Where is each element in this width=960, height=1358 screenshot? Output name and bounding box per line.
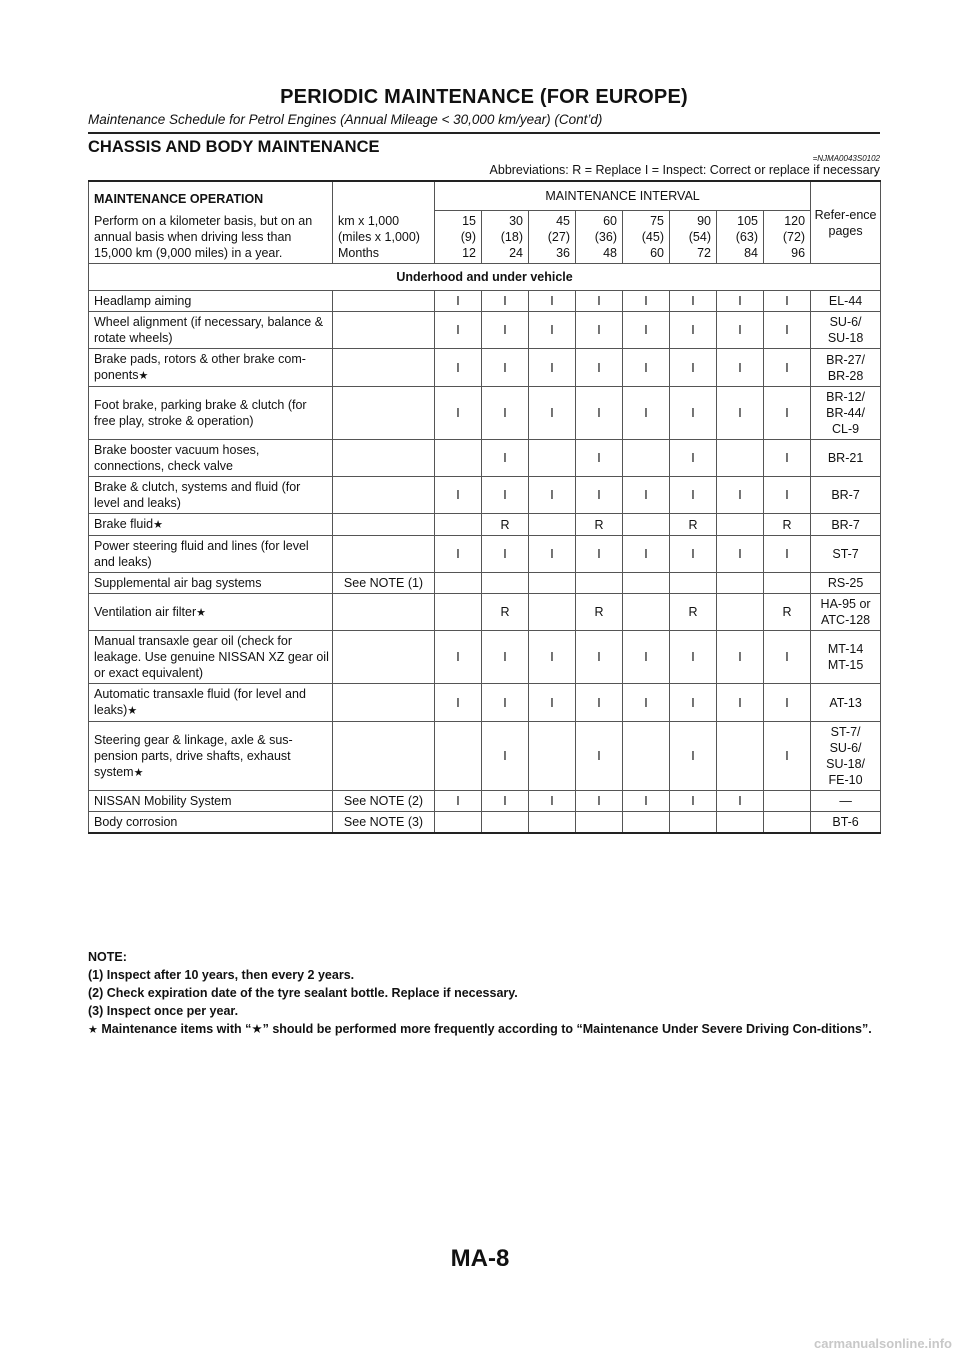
interval-value: I [435,631,482,684]
table-row [89,387,881,440]
interval-value [764,791,811,812]
table-row [89,594,881,631]
interval-value [670,812,717,834]
interval-value: I [623,536,670,573]
page-subtitle: Maintenance Schedule for Petrol Engines (Annual Mileage < 30,000 km/year) (Cont’d) [88,112,603,127]
op-description: Perform on a kilometer basis, but on an annual basis when driving less than 15,000 km (9,000 miles) in a year. [89,211,333,264]
interval-value: I [435,312,482,349]
interval-miles: (45) [641,230,664,244]
operation-text: Steering gear & linkage, axle & sus-pension parts, drive shafts, exhaust system [94,732,293,779]
interval-value [482,573,529,594]
unit-km: km x 1,000 [338,213,400,228]
operation-text: Brake fluid [94,517,154,531]
interval-value: I [576,349,623,387]
reference-cell [811,536,881,573]
group-row [89,264,881,291]
interval-km: 120 [784,214,806,228]
table-row [89,573,881,594]
interval-months: 24 [509,246,523,260]
reference-page: BR-12/ [826,390,866,404]
interval-value: I [576,722,623,791]
reference-page: MT-14 [827,642,864,656]
interval-miles: (18) [500,230,523,244]
interval-months: 84 [744,246,758,260]
operation-text: Supplemental air bag systems [94,576,262,590]
interval-col-6 [670,211,717,264]
reference-page: — [839,794,852,808]
note-cell: See NOTE (1) [333,573,435,594]
interval-value: I [623,631,670,684]
interval-row [89,211,881,264]
reference-cell [811,594,881,631]
interval-value: R [576,514,623,536]
interval-value: R [670,514,717,536]
interval-value: I [576,631,623,684]
note-cell [333,722,435,791]
interval-value: I [435,477,482,514]
interval-value: R [576,594,623,631]
reference-cell [811,477,881,514]
interval-value: I [764,312,811,349]
unit-header-blank [333,181,435,211]
reference-cell [811,349,881,387]
operation-text: Wheel alignment (if necessary, balance & rotate wheels) [94,315,324,345]
maintenance-table [88,180,881,834]
interval-value: I [576,387,623,440]
interval-value: R [764,514,811,536]
interval-col-7 [717,211,764,264]
operation-cell [89,573,333,594]
note-cell [333,387,435,440]
interval-value [435,812,482,834]
reference-cell [811,514,881,536]
reference-page: EL-44 [828,294,863,308]
reference-page: ST-7 [832,547,859,561]
note-cell [333,349,435,387]
interval-col-4 [576,211,623,264]
unit-labels [333,211,435,264]
interval-value: I [529,312,576,349]
reference-page: MT-15 [827,658,864,672]
reference-page: SU-18 [827,331,864,345]
note-cell [333,440,435,477]
interval-value: I [623,387,670,440]
interval-value [435,594,482,631]
interval-value: I [670,440,717,477]
interval-value: I [717,791,764,812]
section-title: CHASSIS AND BODY MAINTENANCE [88,138,380,156]
interval-value: I [435,684,482,722]
reference-page: BR-21 [827,451,864,465]
interval-value [623,440,670,477]
table-row [89,791,881,812]
interval-miles: (54) [688,230,711,244]
interval-value: R [482,514,529,536]
reference-page: CL-9 [832,422,860,436]
operation-cell [89,349,333,387]
star-icon: ★ [138,370,149,382]
interval-km: 90 [697,214,711,228]
interval-miles: (9) [460,230,476,244]
operation-cell [89,812,333,834]
notes [88,948,880,1039]
interval-value [717,812,764,834]
interval-value [623,594,670,631]
interval-value: I [764,349,811,387]
interval-value: I [435,791,482,812]
interval-value: I [482,387,529,440]
interval-value: I [717,477,764,514]
interval-value: I [482,631,529,684]
interval-value: I [482,477,529,514]
interval-value: I [482,349,529,387]
interval-value: I [529,536,576,573]
star-icon: ★ [153,519,163,531]
interval-value [670,573,717,594]
interval-value: I [717,312,764,349]
interval-col-2 [482,211,529,264]
interval-months: 72 [697,246,711,260]
interval-value [623,812,670,834]
table-row [89,291,881,312]
table-row [89,514,881,536]
operation-cell [89,722,333,791]
reference-page: BR-27/ [826,352,866,367]
interval-value [529,722,576,791]
reference-page: RS-25 [827,576,864,590]
operation-text: Power steering fluid and lines (for level and leaks) [94,539,309,569]
interval-value: I [764,536,811,573]
interval-value: I [670,536,717,573]
reference-page: ST-7/ [830,725,861,739]
reference-cell [811,573,881,594]
interval-miles: (27) [547,230,570,244]
table-row [89,312,881,349]
operation-cell [89,791,333,812]
reference-page: SU-18/ [826,757,866,771]
interval-value: I [670,684,717,722]
note-cell [333,684,435,722]
interval-header: MAINTENANCE INTERVAL [435,181,811,211]
interval-value: I [717,536,764,573]
interval-value: I [529,387,576,440]
reference-cell [811,440,881,477]
table-row [89,684,881,722]
operation-text: Brake booster vacuum hoses, connections, check valve [94,443,260,473]
interval-value: I [576,684,623,722]
interval-value: I [576,536,623,573]
reference-cell [811,812,881,834]
note-cell: See NOTE (2) [333,791,435,812]
interval-value: I [764,722,811,791]
interval-value: I [717,291,764,312]
interval-value: I [623,791,670,812]
interval-value [435,514,482,536]
interval-value [529,812,576,834]
reference-page: SU-6/ [829,741,862,755]
interval-value: I [623,312,670,349]
interval-months: 48 [603,246,617,260]
interval-value [717,440,764,477]
reference-cell [811,631,881,684]
interval-km: 15 [462,214,476,228]
table-row [89,812,881,834]
interval-value [717,514,764,536]
reference-page: HA-95 or [820,597,871,611]
reference-page: AT-13 [829,695,862,710]
operation-text: Brake pads, rotors & other brake com-ponents [94,352,306,382]
note-cell [333,477,435,514]
note-cell [333,514,435,536]
operation-cell [89,594,333,631]
interval-months: 60 [650,246,664,260]
interval-value: I [482,291,529,312]
interval-value [576,573,623,594]
operation-text: Ventilation air filter [94,604,197,619]
interval-value: I [623,291,670,312]
interval-value [529,440,576,477]
note-cell [333,291,435,312]
interval-value: I [764,291,811,312]
interval-months: 36 [556,246,570,260]
interval-value: I [435,349,482,387]
interval-value: I [764,387,811,440]
reference-cell [811,684,881,722]
interval-value [529,573,576,594]
page-header [88,86,880,134]
interval-value: I [576,791,623,812]
reference-page: BR-7 [831,517,860,532]
reference-page: BT-6 [832,815,859,829]
note-cell [333,631,435,684]
interval-col-3 [529,211,576,264]
interval-value: I [670,312,717,349]
star-icon: ★ [133,766,144,779]
interval-value: I [482,312,529,349]
interval-value: I [670,791,717,812]
interval-value: R [764,594,811,631]
interval-value: I [717,349,764,387]
interval-value: I [670,477,717,514]
table-row [89,349,881,387]
interval-value [435,573,482,594]
table-row [89,722,881,791]
interval-value: I [576,291,623,312]
interval-value: I [529,477,576,514]
reference-cell [811,722,881,791]
table-row [89,477,881,514]
interval-value [576,812,623,834]
table-row [89,440,881,477]
unit-months: Months [338,245,379,260]
note-cell: See NOTE (3) [333,812,435,834]
interval-km: 105 [737,214,758,228]
section-header [88,136,880,176]
operation-cell [89,684,333,722]
reference-cell [811,312,881,349]
interval-value [717,594,764,631]
interval-value [435,440,482,477]
interval-value: I [482,791,529,812]
star-icon: ★ [127,705,138,717]
reference-page: BR-7 [831,488,860,502]
interval-value: I [670,291,717,312]
abbreviations-legend: Abbreviations: R = Replace I = Inspect: Correct or replace if necessary [489,163,880,177]
operation-text: Brake & clutch, systems and fluid (for level and leaks) [94,480,301,510]
note-1: (1) Inspect after 10 years, then every 2 years. [88,968,355,982]
interval-value: I [623,477,670,514]
reference-page: FE-10 [828,773,863,787]
interval-value [717,722,764,791]
interval-value: I [670,722,717,791]
interval-value: I [435,291,482,312]
interval-miles: (63) [735,230,758,244]
interval-value: I [482,722,529,791]
interval-value: I [717,631,764,684]
operation-text: Body corrosion [94,815,178,829]
interval-value: I [529,684,576,722]
interval-value [764,812,811,834]
interval-value: I [482,684,529,722]
unit-miles: (miles x 1,000) [338,229,420,244]
operation-text: Headlamp aiming [94,294,192,308]
star-icon: ★ [88,1024,98,1036]
interval-km: 30 [509,214,523,228]
interval-value [482,812,529,834]
note-cell [333,594,435,631]
interval-value [529,514,576,536]
operation-text: Foot brake, parking brake & clutch (for free play, stroke & operation) [94,398,307,428]
interval-value: I [576,477,623,514]
page-number: MA-8 [450,1245,510,1272]
interval-value: I [529,349,576,387]
group-header: Underhood and under vehicle [89,264,881,291]
note-cell [333,312,435,349]
interval-value: I [670,349,717,387]
interval-value: I [764,631,811,684]
operation-cell [89,312,333,349]
operation-cell [89,477,333,514]
section-id: =NJMA0043S0102 [812,154,880,163]
interval-value: I [717,684,764,722]
operation-cell [89,387,333,440]
reference-cell [811,791,881,812]
notes-heading: NOTE: [88,950,127,964]
interval-col-1 [435,211,482,264]
interval-value [764,573,811,594]
reference-page: ATC-128 [821,613,871,627]
interval-km: 75 [650,214,664,228]
interval-value: I [576,312,623,349]
operation-cell [89,514,333,536]
interval-value: I [529,791,576,812]
interval-value: I [764,684,811,722]
interval-value [623,573,670,594]
interval-col-8 [764,211,811,264]
interval-miles: (36) [594,230,617,244]
operation-text: Manual transaxle gear oil (check for leakage. Use genuine NISSAN XZ gear oil or exact equivalent) [94,634,329,680]
interval-miles: (72) [782,230,806,244]
op-header: MAINTENANCE OPERATION [89,181,333,211]
interval-km: 60 [603,214,617,228]
interval-value: R [670,594,717,631]
interval-value: I [764,477,811,514]
interval-value: I [623,684,670,722]
star-note-text: Maintenance items with “★” should be performed more frequently according to “Maintenance Under Severe Driving Con-ditions”. [101,1022,872,1036]
operation-text: NISSAN Mobility System [94,794,232,808]
reference-page: SU-6/ [829,315,862,329]
reference-page: BR-44/ [826,406,866,420]
header-rule [88,132,880,134]
operation-text: Automatic transaxle fluid (for level and leaks) [94,687,306,717]
interval-value: I [623,349,670,387]
page-title: PERIODIC MAINTENANCE (FOR EUROPE) [280,86,688,108]
interval-value: I [435,387,482,440]
interval-value: I [529,631,576,684]
note-2: (2) Check expiration date of the tyre sealant bottle. Replace if necessary. [88,986,518,1000]
operation-cell [89,631,333,684]
interval-value: I [482,440,529,477]
interval-months: 12 [462,246,476,260]
reference-page: BR-28 [827,368,864,383]
interval-value: I [670,631,717,684]
interval-value: I [670,387,717,440]
table-row [89,631,881,684]
header-row [89,181,881,211]
star-note [88,1020,880,1039]
interval-value: I [482,536,529,573]
interval-col-5 [623,211,670,264]
interval-value [623,514,670,536]
interval-value: I [529,291,576,312]
interval-value [623,722,670,791]
table-row [89,536,881,573]
interval-value: I [435,536,482,573]
interval-value: I [717,387,764,440]
star-icon: ★ [196,606,207,619]
reference-cell [811,387,881,440]
interval-value: I [764,440,811,477]
interval-value: I [576,440,623,477]
operation-cell [89,291,333,312]
ref-header: Refer-ence pages [811,181,881,264]
watermark: carmanualsonline.info [814,1336,952,1351]
interval-value [435,722,482,791]
interval-value [529,594,576,631]
interval-months: 96 [791,246,806,260]
interval-km: 45 [556,214,570,228]
reference-cell [811,291,881,312]
operation-cell [89,440,333,477]
note-cell [333,536,435,573]
note-3: (3) Inspect once per year. [88,1004,239,1018]
interval-value [717,573,764,594]
interval-value: R [482,594,529,631]
operation-cell [89,536,333,573]
